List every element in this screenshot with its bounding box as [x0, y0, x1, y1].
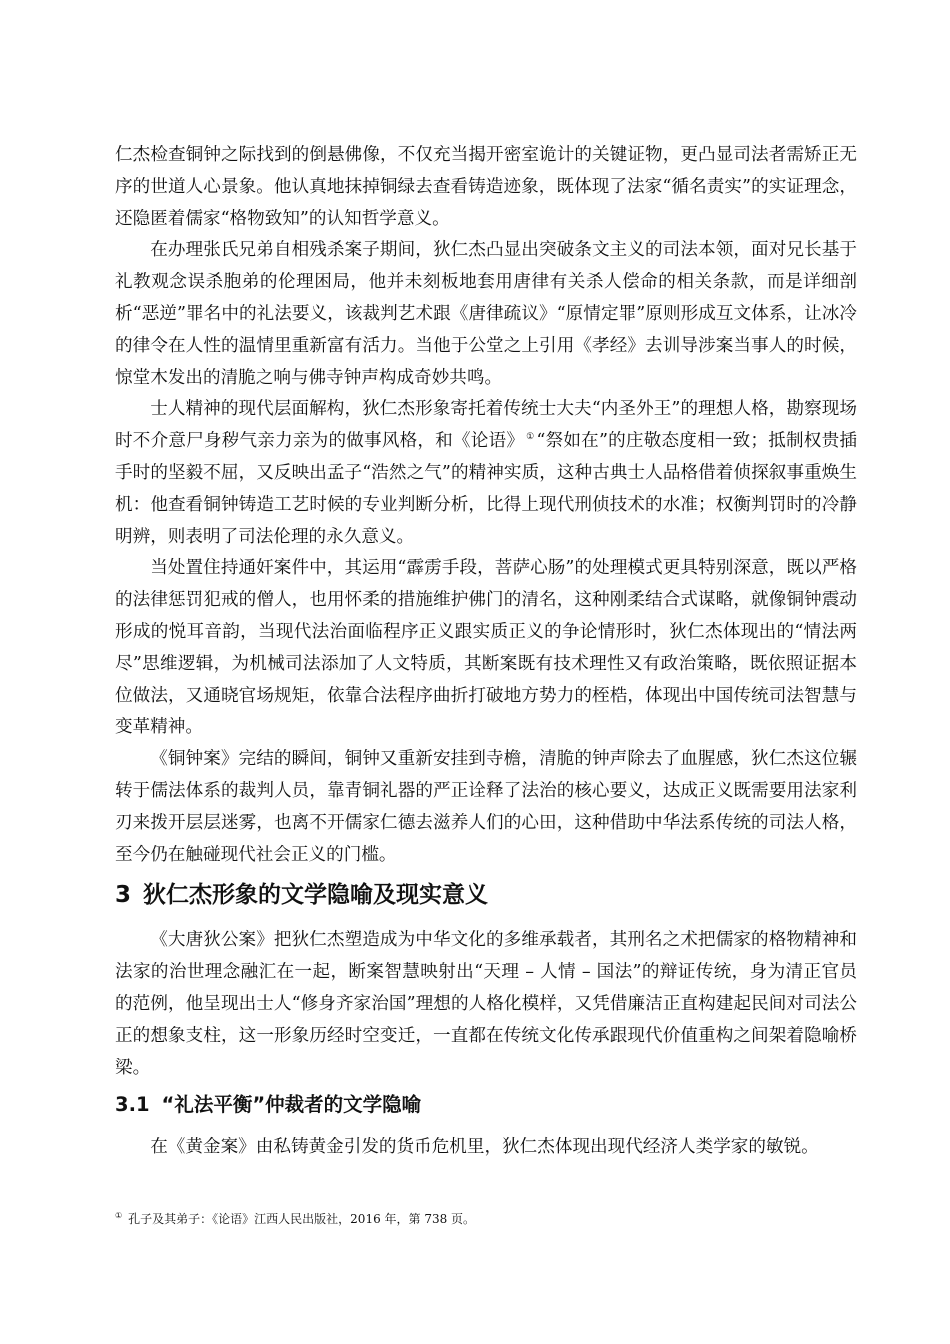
- footnote: [115, 1210, 857, 1228]
- footnote-text: 孔子及其弟子：《论语》江西人民出版社，2016 年，第 738 页。: [128, 1212, 476, 1226]
- body-text: [115, 140, 857, 1164]
- paragraph-3: [115, 394, 857, 553]
- footnote-reference[interactable]: ①: [526, 432, 535, 443]
- footnote-mark: ①: [115, 1211, 123, 1220]
- paragraph-2: 在办理张氏兄弟自相残杀案子期间，狄仁杰凸显出突破条文主义的司法本领，面对兄长基于礼教观念误杀胞弟的伦理困局，他并未刻板地套用唐律有关杀人偿命的相关条款，而是详细剖析“恶逆”罪名中的礼法要义，该裁判艺术跟《唐律疏议》“原情定罪”原则形成互文体系，让冰冷的律令在人性的温情里重新富有活力。当他于公堂之上引用《孝经》去训导涉案当事人的时候，惊堂木发出的清脆之响与佛寺钟声构成奇妙共鸣。: [115, 240, 857, 388]
- paragraph-3-part-a: 士人精神的现代层面解构，狄仁杰形象寄托着传统士大夫“内圣外王”的理想人格，勘察现场时不介意尸身秽气亲力亲为的做事风格，和《论语》: [115, 399, 857, 452]
- subsection-number: 3.1: [115, 1093, 150, 1117]
- paragraph-4: 当处置住持通奸案件中，其运用“霹雳手段，菩萨心肠”的处理模式更具特别深意，既以严格的法律惩罚犯戒的僧人，也用怀柔的措施维护佛门的清名，这种刚柔结合式谋略，就像铜钟震动形成的悦耳音韵，当现代法治面临程序正义跟实质正义的争论情形时，狄仁杰体现出的“情法两尽”思维逻辑，为机械司法添加了人文特质，其断案既有技术理性又有政治策略，既依照证据本位做法，又通晓官场规矩，依靠合法程序曲折打破地方势力的桎梏，体现出中国传统司法智慧与变革精神。: [115, 558, 857, 738]
- subsection-heading: [115, 1090, 857, 1120]
- footnote-divider: [115, 1198, 315, 1199]
- section-title: 狄仁杰形象的文学隐喻及现实意义: [143, 882, 489, 909]
- subsection-title: “礼法平衡”仲裁者的文学隐喻: [161, 1093, 422, 1117]
- paragraph-7: 在《黄金案》由私铸黄金引发的货币危机里，狄仁杰体现出现代经济人类学家的敏锐。: [150, 1137, 819, 1158]
- section-number: 3: [115, 882, 132, 909]
- paragraph-1: 仁杰检查铜钟之际找到的倒悬佛像，不仅充当揭开密室诡计的关键证物，更凸显司法者需矫正无序的世道人心景象。他认真地抹掉铜绿去查看铸造迹象，既体现了法家“循名责实”的实证理念，还隐匿着儒家“格物致知”的认知哲学意义。: [115, 145, 857, 229]
- section-heading: [115, 879, 857, 911]
- paragraph-6: 《大唐狄公案》把狄仁杰塑造成为中华文化的多维承载者，其刑名之术把儒家的格物精神和法家的治世理念融汇在一起，断案智慧映射出“天理 – 人情 – 国法”的辩证传统，身为清正官员的范例，他呈现出士人“修身齐家治国”理想的人格化模样，又凭借廉洁正直构建起民间对司法公正的想象支柱，这一形象历经时空变迁，一直都在传统文化传承跟现代价值重构之间架着隐喻桥梁。: [115, 930, 857, 1078]
- paragraph-3-part-b: “祭如在”的庄敬态度相一致；抵制权贵插手时的坚毅不屈，又反映出孟子“浩然之气”的精神实质，这种古典士人品格借着侦探叙事重焕生机：他查看铜钟铸造工艺时候的专业判断分析，比得上现代刑侦技术的水准；权衡判罚时的冷静明辨，则表明了司法伦理的永久意义。: [115, 431, 857, 547]
- paragraph-5: 《铜钟案》完结的瞬间，铜钟又重新安挂到寺檐，清脆的钟声除去了血腥感，狄仁杰这位辗转于儒法体系的裁判人员，靠青铜礼器的严正诠释了法治的核心要义，达成正义既需要用法家利刃来拨开层层迷雾，也离不开儒家仁德去滋养人们的心田，这种借助中华法系传统的司法人格，至今仍在触碰现代社会正义的门槛。: [115, 749, 857, 865]
